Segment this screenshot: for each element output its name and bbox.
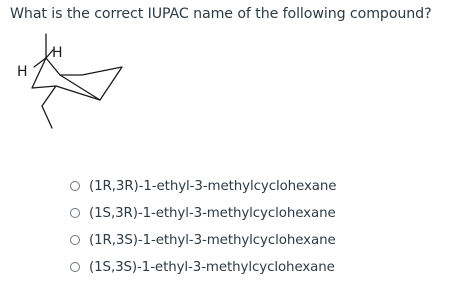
choice-label: (1S,3S)-1-ethyl-3-methylcyclohexane (89, 259, 335, 275)
choice-label: (1R,3R)-1-ethyl-3-methylcyclohexane (89, 178, 337, 194)
structure-drawing (0, 0, 140, 140)
choice-4[interactable] (70, 257, 335, 277)
ethyl-bond-2 (42, 106, 52, 128)
choice-3[interactable] (70, 230, 336, 250)
ethyl-bond-1 (42, 86, 56, 106)
ring-bonds-a (46, 58, 122, 100)
choice-2[interactable] (70, 203, 336, 223)
hydrogen-label-left: H (17, 64, 28, 80)
radio-icon[interactable] (70, 181, 80, 191)
radio-icon[interactable] (70, 262, 80, 272)
chemical-structure (0, 0, 140, 140)
hydrogen-label-right: H (52, 45, 63, 61)
choice-1[interactable] (70, 176, 336, 196)
choice-label: (1R,3S)-1-ethyl-3-methylcyclohexane (89, 232, 336, 248)
radio-icon[interactable] (70, 208, 80, 218)
question-text: What is the correct IUPAC name of the following compound? (10, 6, 432, 22)
choice-label: (1S,3R)-1-ethyl-3-methylcyclohexane (89, 205, 336, 221)
radio-icon[interactable] (70, 235, 80, 245)
